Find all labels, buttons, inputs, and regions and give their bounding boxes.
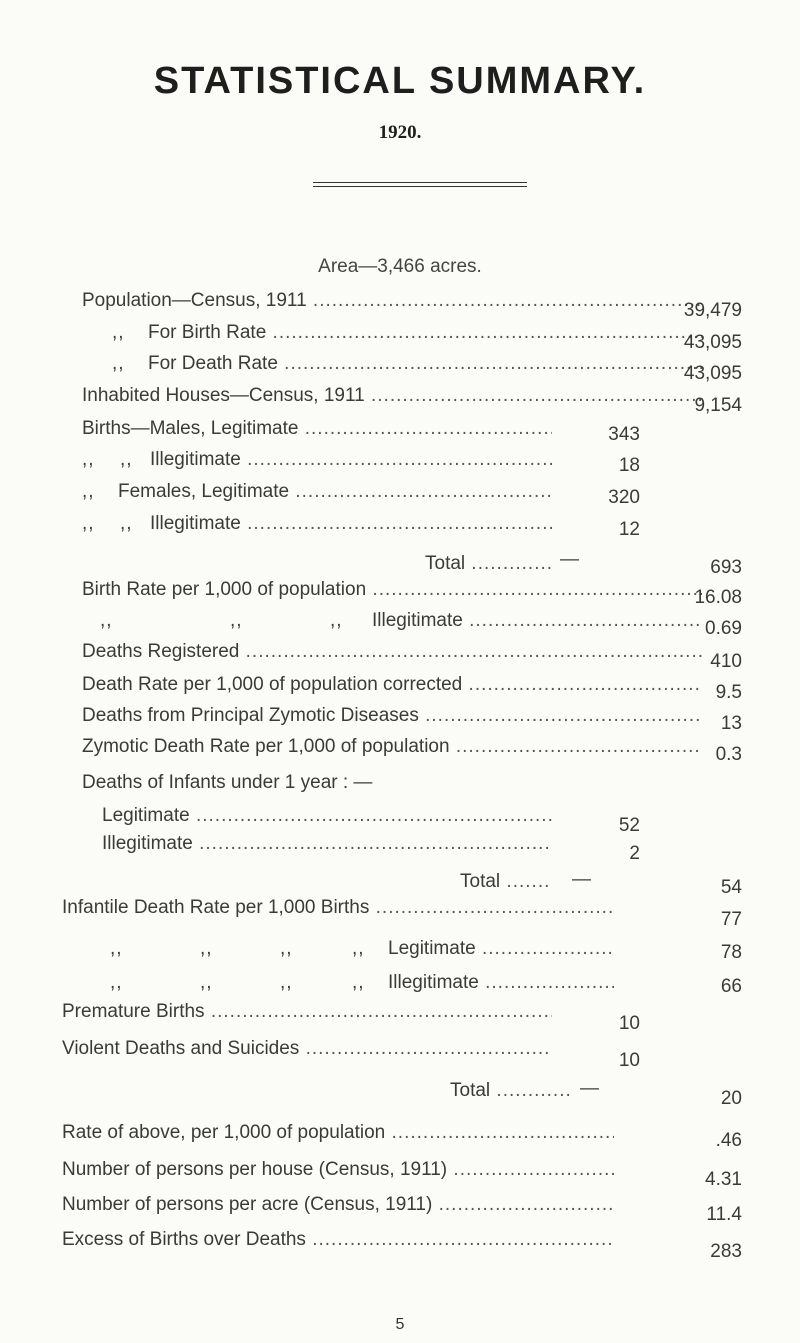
row-value: 77 xyxy=(720,909,742,930)
ditto-mark: ,, xyxy=(110,972,123,993)
row-value: 78 xyxy=(720,942,742,963)
row-value: 52 xyxy=(618,815,640,836)
ditto-mark: ,, xyxy=(120,449,133,470)
row-birth-rate xyxy=(0,579,800,609)
row-per-acre xyxy=(0,1194,800,1224)
row-label: For Birth Rate ..... xyxy=(148,322,702,344)
row-zymotic xyxy=(0,705,800,735)
row-excess xyxy=(0,1229,800,1262)
row-value: 20 xyxy=(720,1088,742,1109)
row-label: Total ..... xyxy=(450,1080,570,1102)
row-births-males-legit xyxy=(0,418,800,448)
section-heading: Deaths of Infants under 1 year : — xyxy=(82,772,373,793)
ditto-mark: ,, xyxy=(352,938,365,959)
ditto-mark: ,, xyxy=(82,481,95,502)
ditto-mark: ,, xyxy=(82,513,95,534)
row-infant-rate-legit xyxy=(0,938,800,968)
row-label: Number of persons per house (Census, 1911) ..... xyxy=(62,1159,614,1181)
row-label: Legitimate ..... xyxy=(388,938,614,960)
row-value: 66 xyxy=(720,976,742,997)
ditto-mark: ,, xyxy=(200,972,213,993)
row-infant-rate-illegit xyxy=(0,972,800,1002)
row-value: 43,095 xyxy=(683,363,742,384)
total-dash: — xyxy=(580,1078,599,1099)
row-death-rate xyxy=(0,674,800,704)
row-value: 13 xyxy=(720,713,742,734)
row-infants-illegit xyxy=(0,833,800,863)
ditto-mark: ,, xyxy=(280,972,293,993)
ditto-mark: ,, xyxy=(280,938,293,959)
row-label: Number of persons per acre (Census, 1911) ..... xyxy=(62,1194,614,1216)
page-number: 5 xyxy=(395,1316,405,1333)
row-infants-legit xyxy=(0,805,800,835)
row-label: Death Rate per 1,000 of population corrected ..... xyxy=(82,674,702,696)
row-label: Illegitimate ..... xyxy=(372,610,702,632)
ditto-mark: ,, xyxy=(82,449,95,470)
row-premature xyxy=(0,1001,800,1034)
total-dash: — xyxy=(572,869,591,890)
row-label: Females, Legitimate ..... xyxy=(118,481,552,503)
row-label: Total ..... xyxy=(460,871,552,893)
row-label: Illegitimate ..... xyxy=(150,513,552,535)
row-value: 12 xyxy=(618,519,640,540)
row-births-males-illegit xyxy=(0,449,800,479)
ditto-mark: ,, xyxy=(112,322,125,343)
row-value: .46 xyxy=(715,1130,742,1151)
area-line: Area—3,466 acres. xyxy=(318,256,482,277)
row-population-birth-rate xyxy=(0,322,800,352)
row-label: Premature Births ..... xyxy=(62,1001,552,1023)
row-value: 320 xyxy=(608,487,640,508)
row-value: 9.5 xyxy=(715,682,742,703)
divider xyxy=(313,186,527,187)
row-births-females-illegit xyxy=(0,513,800,543)
row-label: Births—Males, Legitimate ..... xyxy=(82,418,552,440)
row-value: 39,479 xyxy=(683,300,742,321)
year-heading: 1920. xyxy=(378,122,422,143)
row-value: 9,154 xyxy=(694,395,742,416)
row-label: Illegitimate ..... xyxy=(388,972,614,994)
row-value: 693 xyxy=(710,557,742,578)
row-value: 343 xyxy=(608,424,640,445)
ditto-mark: ,, xyxy=(230,610,243,631)
row-label: Infantile Death Rate per 1,000 Births ..... xyxy=(62,897,614,919)
row-zymotic-rate xyxy=(0,736,800,766)
row-value: 2 xyxy=(629,843,640,864)
ditto-mark: ,, xyxy=(352,972,365,993)
row-value: 410 xyxy=(710,651,742,672)
row-label: Rate of above, per 1,000 of population ..... xyxy=(62,1122,614,1144)
row-value: 10 xyxy=(618,1013,640,1034)
row-population-census xyxy=(0,290,800,320)
row-violent-total xyxy=(0,1080,800,1110)
row-label: Inhabited Houses—Census, 1911 ..... xyxy=(82,385,702,407)
row-label: Birth Rate per 1,000 of population ..... xyxy=(82,579,702,601)
row-violent xyxy=(0,1038,800,1071)
ditto-mark: ,, xyxy=(330,610,343,631)
row-value: 16.08 xyxy=(694,587,742,608)
ditto-mark: ,, xyxy=(120,513,133,534)
row-label: Illegitimate ..... xyxy=(102,833,552,855)
row-infant-rate xyxy=(0,897,800,930)
ditto-mark: ,, xyxy=(200,938,213,959)
row-per-house xyxy=(0,1159,800,1189)
row-label: Legitimate ..... xyxy=(102,805,552,827)
row-value: 0.3 xyxy=(715,744,742,765)
row-value: 43,095 xyxy=(683,332,742,353)
total-dash: — xyxy=(560,549,579,570)
row-value: 283 xyxy=(710,1241,742,1262)
row-value: 18 xyxy=(618,455,640,476)
row-infants-heading xyxy=(0,772,800,802)
page-title: STATISTICAL SUMMARY. xyxy=(153,60,647,102)
ditto-mark: ,, xyxy=(100,610,113,631)
row-label: Zymotic Death Rate per 1,000 of population ..... xyxy=(82,736,702,758)
row-houses xyxy=(0,385,800,415)
row-value: 11.4 xyxy=(706,1204,742,1225)
row-value: 54 xyxy=(720,877,742,898)
ditto-mark: ,, xyxy=(110,938,123,959)
row-label: Violent Deaths and Suicides ..... xyxy=(62,1038,552,1060)
row-rate-above xyxy=(0,1122,800,1152)
row-label: Deaths Registered ..... xyxy=(82,641,702,663)
row-birth-rate-illegit xyxy=(0,610,800,640)
divider xyxy=(313,182,527,183)
row-label: Illegitimate ..... xyxy=(150,449,552,471)
row-value: 10 xyxy=(618,1050,640,1071)
ditto-mark: ,, xyxy=(112,353,125,374)
row-label: Population—Census, 1911 ..... xyxy=(82,290,702,312)
row-value: 4.31 xyxy=(705,1169,742,1190)
row-births-females-legit xyxy=(0,481,800,511)
row-label: Total ..... xyxy=(425,553,552,575)
row-population-death-rate xyxy=(0,353,800,383)
row-label: Excess of Births over Deaths ..... xyxy=(62,1229,614,1251)
row-label: For Death Rate ..... xyxy=(148,353,702,375)
row-label: Deaths from Principal Zymotic Diseases ..... xyxy=(82,705,702,727)
row-value: 0.69 xyxy=(705,618,742,639)
row-deaths-registered xyxy=(0,641,800,671)
